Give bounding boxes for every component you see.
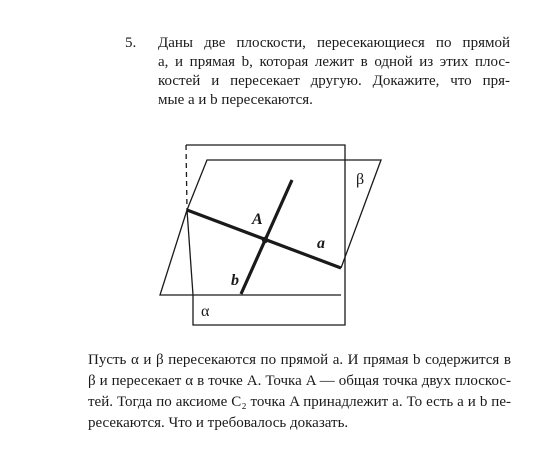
- solution-text: [88, 350, 511, 434]
- label-point-a: A: [252, 211, 263, 228]
- problem-line: мые a и b пересекаются.: [158, 92, 313, 108]
- label-line-b: b: [231, 272, 239, 289]
- plane-alpha-hidden-edge: [186, 145, 187, 210]
- plane-alpha-front-edge: [187, 210, 193, 295]
- point-a-dot: [262, 237, 268, 243]
- plane-beta-hidden-edge: [160, 210, 341, 295]
- line-b: [241, 180, 292, 294]
- solution-line: Пусть α и β пересекаются по прямой a. И прямая b содержится в: [88, 352, 511, 368]
- label-beta: β: [356, 171, 365, 188]
- label-line-a: a: [317, 235, 325, 252]
- problem-line: a, и прямая b, которая лежит в одной из этих плос-: [158, 54, 510, 70]
- problem-line: костей и пересекает другую. Докажите, что пря-: [158, 73, 510, 89]
- solution-line: ресекаются. Что и требовалось доказать.: [88, 415, 349, 431]
- problem-number: 5.: [125, 35, 137, 51]
- solution-line: β и пересекает α в точке A. Точка A — общая точка двух плоскос-: [88, 373, 511, 389]
- solution-line: тей. Тогда по аксиоме C₂ точка A принадлежит a. То есть a и b пе-: [88, 394, 511, 410]
- problem-line: Даны две плоскости, пересекающиеся по прямой: [158, 35, 510, 51]
- plane-beta-edge: [187, 160, 381, 268]
- label-alpha: α: [201, 303, 210, 320]
